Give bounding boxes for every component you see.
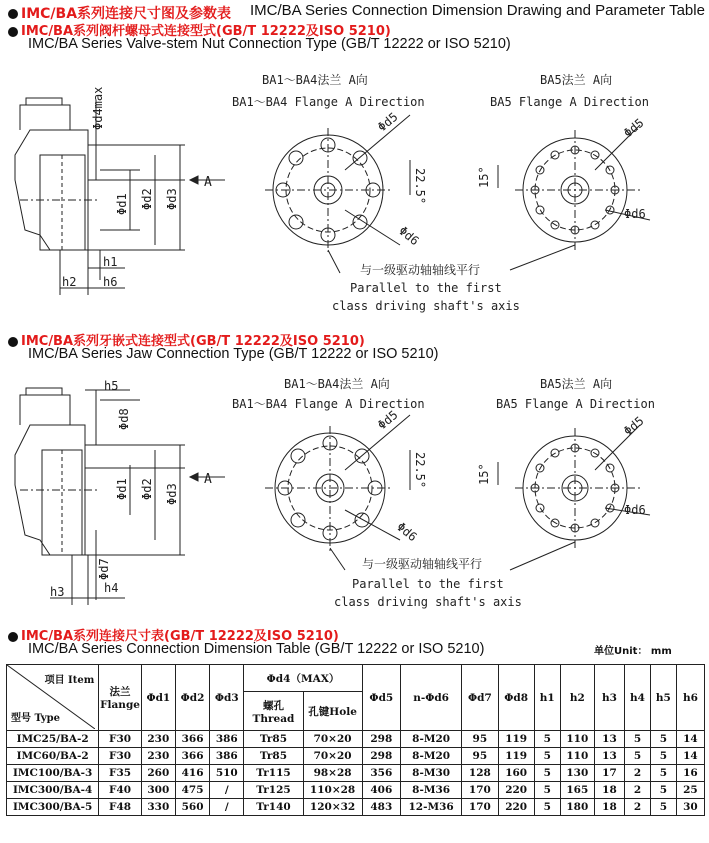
bullet-icon (8, 632, 18, 642)
jaw-flange2-caption-en: BA5 Flange A Direction (496, 397, 655, 411)
table-cell: 130 (560, 765, 594, 782)
label-h3: h3 (50, 585, 65, 599)
motor-top-outline (20, 105, 70, 130)
table-cell: 98×28 (303, 765, 362, 782)
flange2-label-d5: Φd5 (620, 115, 647, 141)
table-cell: 18 (594, 799, 624, 816)
jaw-flange2-label-d6: Φd6 (624, 503, 646, 517)
corner-item-label: 项目 Item (44, 675, 95, 686)
table-cell: IMC60/BA-2 (7, 748, 99, 765)
label-h2: h2 (62, 275, 77, 289)
table-cell: 356 (362, 765, 400, 782)
table-cell: IMC300/BA-4 (7, 782, 99, 799)
jaw-flange2-label-angle: 15° (477, 463, 491, 485)
table-cell: 128 (462, 765, 498, 782)
table-cell: 110 (560, 748, 594, 765)
table-cell: 5 (534, 782, 560, 799)
label-d4max: Φd4max (91, 86, 105, 130)
section1-title-cn-text: IMC/BA系列阀杆螺母式连接型式(GB/T 12222及ISO 5210) (21, 24, 391, 39)
flange-view-ba5 (498, 125, 650, 270)
table-cell: / (210, 799, 244, 816)
table-cell: 2 (625, 765, 651, 782)
table-cell: 170 (462, 799, 498, 816)
flange2-label-angle: 15° (477, 166, 491, 188)
label-d3: Φd3 (165, 188, 179, 210)
jaw-flange1-caption-en: BA1～BA4 Flange A Direction (232, 397, 425, 411)
table-cell: 8-M20 (401, 748, 462, 765)
col-d3: Φd3 (210, 665, 244, 731)
table-cell: 8-M20 (401, 731, 462, 748)
col-d1: Φd1 (141, 665, 175, 731)
bullet-icon (8, 337, 18, 347)
section3-title-en: IMC/BA Series Connection Dimension Table (GB/T 12222 or ISO 5210) (28, 641, 485, 657)
section2-title-en: IMC/BA Series Jaw Connection Type (GB/T 12222 or ISO 5210) (28, 346, 439, 362)
table-cell: 475 (175, 782, 209, 799)
table-cell: 5 (625, 748, 651, 765)
table-cell: 298 (362, 748, 400, 765)
flange-view-ba1-ba4 (265, 115, 410, 273)
table-cell: 416 (175, 765, 209, 782)
table-cell: 510 (210, 765, 244, 782)
table-cell: 386 (210, 748, 244, 765)
table-cell: 5 (650, 799, 676, 816)
col-h4: h4 (625, 665, 651, 731)
jaw-flange-view-ba5 (498, 425, 650, 570)
header-title-cn-text: IMC/BA系列连接尺寸图及参数表 (21, 6, 232, 22)
table-cell: 30 (676, 799, 704, 816)
col-d8: Φd8 (498, 665, 534, 731)
table-cell: 16 (676, 765, 704, 782)
table-cell: 260 (141, 765, 175, 782)
table-cell: 2 (625, 782, 651, 799)
table-cell: F30 (99, 731, 141, 748)
col-nd6: n-Φd6 (401, 665, 462, 731)
table-cell: F35 (99, 765, 141, 782)
table-cell: 483 (362, 799, 400, 816)
table-cell: F48 (99, 799, 141, 816)
col-d7: Φd7 (462, 665, 498, 731)
table-cell: F40 (99, 782, 141, 799)
label-A: A (204, 175, 212, 190)
table-row (7, 765, 705, 782)
table-cell: 13 (594, 731, 624, 748)
label-d1: Φd1 (115, 193, 129, 215)
jaw-flange1-label-d6: Φd6 (394, 519, 420, 545)
table-cell: 5 (650, 748, 676, 765)
label-d2: Φd2 (140, 188, 154, 210)
jaw-parallel-caption-en1: Parallel to the first (352, 577, 504, 591)
label-d2: Φd2 (140, 478, 154, 500)
flange2-caption-cn: BA5法兰 A向 (540, 73, 613, 87)
col-hole: 孔键Hole (303, 692, 362, 731)
table-cell: 298 (362, 731, 400, 748)
table-cell: 5 (650, 731, 676, 748)
unit-label: 单位Unit： mm (594, 646, 672, 657)
col-d2: Φd2 (175, 665, 209, 731)
table-cell: 110 (560, 731, 594, 748)
table-cell: F30 (99, 748, 141, 765)
table-cell: 8-M36 (401, 782, 462, 799)
bullet-icon (8, 27, 18, 37)
valve-stem-nut-drawing (0, 60, 709, 320)
table-cell: 2 (625, 799, 651, 816)
col-d5: Φd5 (362, 665, 400, 731)
table-cell: 300 (141, 782, 175, 799)
table-cell: 160 (498, 765, 534, 782)
section2-title-cn-text: IMC/BA系列牙嵌式连接型式(GB/T 12222及ISO 5210) (21, 334, 365, 349)
jaw-flange2-caption-cn: BA5法兰 A向 (540, 377, 613, 391)
section1-title-en: IMC/BA Series Valve-stem Nut Connection Type (GB/T 12222 or ISO 5210) (28, 36, 511, 52)
table-cell: 386 (210, 731, 244, 748)
table-cell: IMC25/BA-2 (7, 731, 99, 748)
flange1-label-d5: Φd5 (374, 109, 401, 135)
table-cell: 220 (498, 799, 534, 816)
col-h1: h1 (534, 665, 560, 731)
flange2-label-d6: Φd6 (624, 207, 646, 221)
label-d8: Φd8 (117, 408, 131, 430)
parallel-caption-en2: class driving shaft's axis (332, 299, 520, 313)
label-d3: Φd3 (165, 483, 179, 505)
table-cell: 14 (676, 748, 704, 765)
table-cell: Tr115 (244, 765, 303, 782)
table-cell: 5 (625, 731, 651, 748)
jaw-parallel-caption-en2: class driving shaft's axis (334, 595, 522, 609)
table-cell: Tr85 (244, 748, 303, 765)
table-cell: 230 (141, 748, 175, 765)
jaw-flange1-caption-cn: BA1～BA4法兰 A向 (284, 377, 390, 391)
table-cell: 5 (534, 731, 560, 748)
table-cell: 17 (594, 765, 624, 782)
table-cell: 8-M30 (401, 765, 462, 782)
table-cell: 220 (498, 782, 534, 799)
col-h6: h6 (676, 665, 704, 731)
table-cell: 366 (175, 731, 209, 748)
table-cell: 366 (175, 748, 209, 765)
table-cell: 5 (534, 748, 560, 765)
label-h5: h5 (104, 379, 119, 393)
table-cell: 25 (676, 782, 704, 799)
parallel-caption-en1: Parallel to the first (350, 281, 502, 295)
table-cell: 120×32 (303, 799, 362, 816)
table-cell: 95 (462, 748, 498, 765)
table-cell: 330 (141, 799, 175, 816)
table-cell: 5 (534, 799, 560, 816)
table-body (7, 731, 705, 816)
col-h2: h2 (560, 665, 594, 731)
label-h6: h6 (103, 275, 118, 289)
parallel-caption-cn: 与一级驱动轴轴线平行 (360, 263, 481, 277)
col-d4: Φd4（MAX） (244, 665, 362, 692)
table-cell: 5 (534, 765, 560, 782)
table-cell: 70×20 (303, 731, 362, 748)
label-d1: Φd1 (115, 478, 129, 500)
actuator-body-outline (15, 130, 88, 250)
section3-title-cn-text: IMC/BA系列连接尺寸表(GB/T 12222及ISO 5210) (21, 629, 339, 644)
flange2-caption-en: BA5 Flange A Direction (490, 95, 649, 109)
table-cell: 95 (462, 731, 498, 748)
table-cell: 165 (560, 782, 594, 799)
jaw-flange1-label-d5: Φd5 (374, 407, 401, 433)
jaw-flange1-label-angle: 22.5° (413, 452, 427, 489)
table-cell: Tr85 (244, 731, 303, 748)
table-cell: 180 (560, 799, 594, 816)
flange1-caption-cn: BA1～BA4法兰 A向 (262, 73, 368, 87)
table-row (7, 731, 705, 748)
table-cell: 13 (594, 748, 624, 765)
jaw-parallel-caption-cn: 与一级驱动轴轴线平行 (362, 557, 483, 571)
flange1-caption-en: BA1～BA4 Flange A Direction (232, 95, 425, 109)
table-cell: 170 (462, 782, 498, 799)
col-h5: h5 (650, 665, 676, 731)
table-cell: Tr125 (244, 782, 303, 799)
table-cell: 230 (141, 731, 175, 748)
jaw-connection-drawing (0, 370, 709, 620)
col-thread: 螺孔Thread (244, 692, 303, 731)
table-cell: 119 (498, 748, 534, 765)
corner-type-label: 型号 Type (11, 713, 60, 724)
table-cell: 5 (650, 765, 676, 782)
label-h1: h1 (103, 255, 118, 269)
jaw-flange2-label-d5: Φd5 (620, 413, 647, 439)
flange1-label-d6: Φd6 (396, 223, 422, 249)
table-cell: 119 (498, 731, 534, 748)
label-d7: Φd7 (97, 558, 111, 580)
label-h4: h4 (104, 581, 119, 595)
table-row (7, 782, 705, 799)
label-A: A (204, 472, 212, 487)
table-cell: 18 (594, 782, 624, 799)
table-cell: 406 (362, 782, 400, 799)
table-cell: IMC100/BA-3 (7, 765, 99, 782)
table-cell: 14 (676, 731, 704, 748)
table-corner (7, 665, 99, 731)
col-h3: h3 (594, 665, 624, 731)
table-cell: Tr140 (244, 799, 303, 816)
table-row (7, 748, 705, 765)
jaw-flange-view-ba1-ba4 (265, 415, 410, 570)
bullet-icon (8, 9, 18, 19)
table-cell: 5 (650, 782, 676, 799)
dimension-table (6, 664, 705, 816)
table-cell: 70×20 (303, 748, 362, 765)
col-flange: 法兰Flange (99, 665, 141, 731)
table-row (7, 799, 705, 816)
table-cell: 560 (175, 799, 209, 816)
header-title-en: IMC/BA Series Connection Dimension Drawing and Parameter Table (250, 2, 705, 19)
table-cell: 12-M36 (401, 799, 462, 816)
flange1-label-angle: 22.5° (413, 168, 427, 205)
table-cell: 110×28 (303, 782, 362, 799)
table-cell: IMC300/BA-5 (7, 799, 99, 816)
table-cell: / (210, 782, 244, 799)
